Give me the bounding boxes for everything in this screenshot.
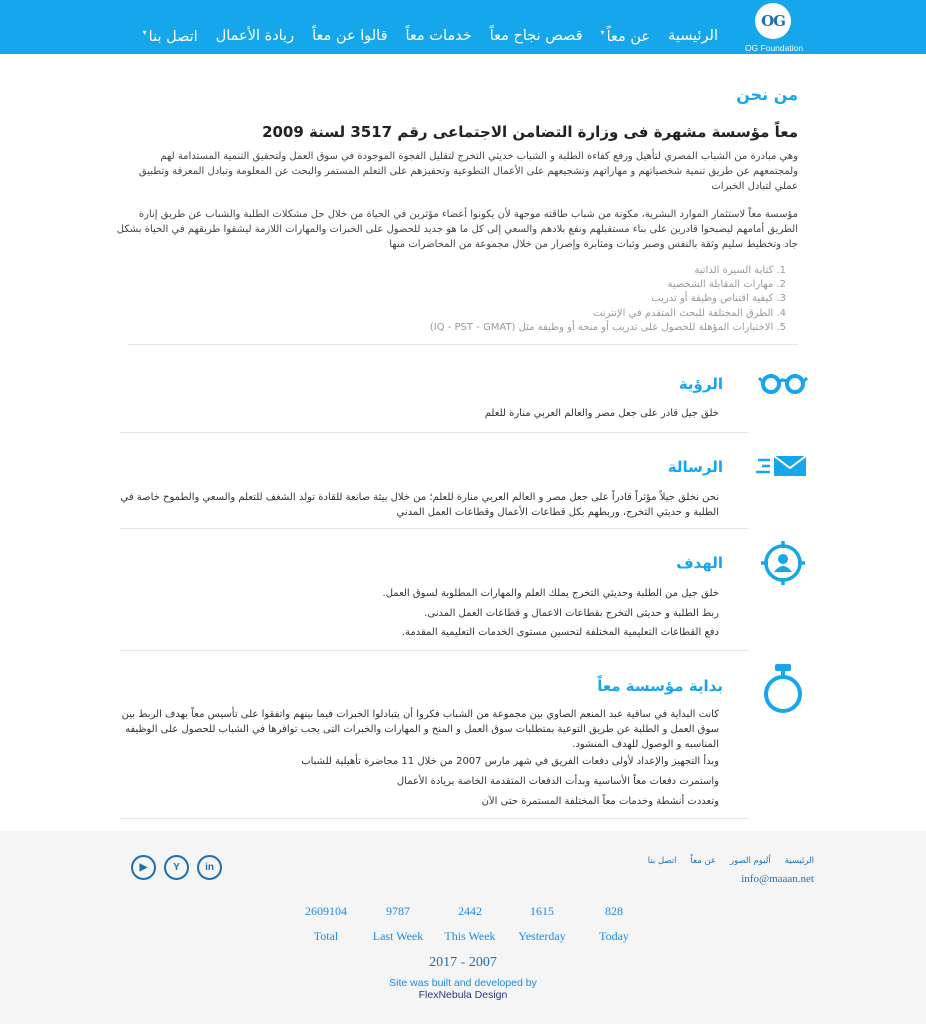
nav-item-contact[interactable]: اتصل بنا▾ [142,28,198,45]
stat-value: 2442 [458,904,482,918]
mission-text: نحن نخلق جيلاً مؤثراً قادراً على جعل مصر و العالم العربي منارة للعلم؛ من خلال بيئة صانعة للقادة تولد الشغف للتعلم والسعي والطموح خاصة في الطلبة و حديثي التخرج، وربطهم بكل قطاعات الأعمال وقطاعات العمل المدني [120,492,719,518]
list-item: 4. الطرق المختلفة للبحث المتقدم في الإنترنت [592,307,786,319]
stopwatch-icon [762,663,804,715]
about-paragraph-1: وهي مبادرة من الشباب المصري لتأهيل ورفع كفاءة الطلبة و الشباب حديثي التخرج لتقليل الفجوة الموجودة في سوق العمل ولتحقيق التنمية المستدامة لهم ولمجتمعهم عن طريق تنمية شخصياتهم و مهاراتهم وتشجيعهم على الأعمال التطوعية وتحفيزهم على التعلم المستمر والبحث عن المعلومة وتبادل المعرفة وتطبيق عملي لتبادل الخبرات [138,151,798,193]
chevron-down-icon: ▾ [600,28,605,37]
list-item: 1. كتابة السيرة الذاتية [694,265,786,276]
goal-item: دفع القطاعات التعليمية المختلفة لتحسين مستوى الخدمات التعليمية المقدمة. [401,627,719,638]
stat-value: 2609104 [305,904,347,918]
site-header [0,0,926,54]
divider [120,818,748,819]
chevron-down-icon: ▾ [142,28,147,37]
yahoo-icon[interactable]: Y [164,855,189,880]
developer-link[interactable]: FlexNebula Design [418,989,508,1001]
divider [120,528,748,529]
nav-item-home[interactable]: الرئيسية [668,28,718,44]
site-logo[interactable] [742,3,806,53]
visitor-stats [290,904,650,944]
stat-label: Last Week [372,929,424,943]
stat-label: This Week [444,929,496,943]
youtube-icon[interactable]: ▶ [131,855,156,880]
footer-link-gallery[interactable]: ألبوم الصور [730,856,771,866]
stat-last-week [362,904,434,944]
credits-line: Site was built and developed by [389,977,537,989]
list-item: 5. الاختبارات المؤهلة للحصول على تدريب أو منحة أو وظيفة مثل (IQ - PST - GMAT) [429,321,786,333]
envelope-icon [756,453,808,479]
beginning-item: وبدأ التجهيز والإعداد لأولى دفعات الفريق في شهر مارس 2007 من خلال 11 محاضرة تأهيلية للشباب [301,756,719,767]
mission-title: الرسالة [667,458,723,476]
target-person-icon [760,540,806,586]
goal-item: ربط الطلبة و حديثى التخرج بقطاعات الاعمال و قطاعات العمل المدنى. [424,608,719,619]
footer-links [634,856,814,866]
divider [120,432,748,433]
list-item: 2. مهارات المقابلة الشخصية [667,279,786,291]
main-nav [125,28,718,45]
divider [128,344,798,345]
goal-title: الهدف [676,554,723,572]
site-footer [0,831,926,1024]
stat-total [290,904,362,944]
nav-item-success-stories[interactable]: قصص نجاح معاً [489,28,583,44]
nav-item-services[interactable]: خدمات معاً [405,28,472,44]
beginning-item: وتعددت أنشطة وخدمات معاً المختلفة المستمرة حتى الآن [481,796,719,807]
stat-value: 1615 [530,904,554,918]
glasses-icon [758,372,808,396]
nav-item-entrepreneurship[interactable]: ريادة الأعمال [215,28,295,44]
credits [0,977,926,1001]
beginning-title: بداية مؤسسة معاً [597,677,723,695]
lectures-list [126,264,786,335]
social-links [131,855,222,880]
beginning-item: واستمرت دفعات معاً الأساسية وبدأت الدفعات المتقدمة الخاصة بريادة الأعمال [396,776,719,787]
vision-text: خلق جيل قادر على جعل مصر والعالم العربي منارة للعلم [484,408,719,419]
goal-item: خلق جيل من الطلبة وحديثي التخرج يملك العلم والمهارات المطلوبة لسوق العمل. [382,588,719,599]
linkedin-icon[interactable]: in [197,855,222,880]
about-title: من نحن [736,85,798,104]
stat-label: Today [599,929,629,943]
logo-caption: OG Foundation [744,43,804,53]
stat-value: 9787 [386,904,410,918]
stat-today [578,904,650,944]
footer-link-home[interactable]: الرئيسية [784,856,814,866]
vision-title: الرؤية [678,375,723,393]
stat-yesterday [506,904,578,944]
divider [120,650,748,651]
about-headline: معاً مؤسسة مشهرة فى وزارة التضامن الاجتماعى رقم 3517 لسنة 2009 [262,123,798,141]
about-paragraph-2: مؤسسة معاً لاستثمار الموارد البشرية، مكونة من شباب طاقته موجهة لأن يكونوا أعضاء مؤثرين في الحياة من خلال حل مشكلات الطلبة والشباب عن طريق إنارة الطريق أمامهم ليصبحوا قادرين على بناء مستقبلهم ونفع بلادهم والسعي إلى كل ما هو جديد للحصول على الخبرات والمهارات اللازمة ليشقوا طريقهم في الحياة بشكل جاد وتخطيط سليم وثقة بالنفس وصبر وثبات ومثابرة وإصرار من خلال مجموعة من المحاضرات منها [116,209,798,251]
footer-email[interactable]: info@maaan.net [741,873,814,885]
stat-label: Yesterday [518,929,566,943]
footer-link-about[interactable]: عن معاً [690,856,717,866]
stat-label: Total [313,929,339,943]
nav-item-testimonials[interactable]: قالوا عن معاً [312,28,388,44]
list-item: 3. كيفية اقتناص وظيفة أو تدريب [651,293,786,305]
stat-value: 828 [605,904,623,918]
copyright-years: 2017 - 2007 [429,955,497,970]
logo-mark: OG [755,3,791,39]
footer-link-contact[interactable]: اتصل بنا [647,856,677,866]
beginning-item: كانت البداية في ساقية عبد المنعم الصاوي بين مجموعة من الشباب فكروا أن يتبادلوا الخبرات فيما بينهم واتفقوا على تأسيس معاً بهدف الربط بين سوق العمل و الطلبة عن طريق التوعية بمتطلبات سوق العمل و المنح و المهارات والخبرات التى يجب توافرها في الشباب للحصول على الوظيفه المناسبه و الوصول للهدف المنشود. [121,709,719,750]
stat-this-week [434,904,506,944]
nav-item-about[interactable]: عن معاً▾ [600,28,651,45]
